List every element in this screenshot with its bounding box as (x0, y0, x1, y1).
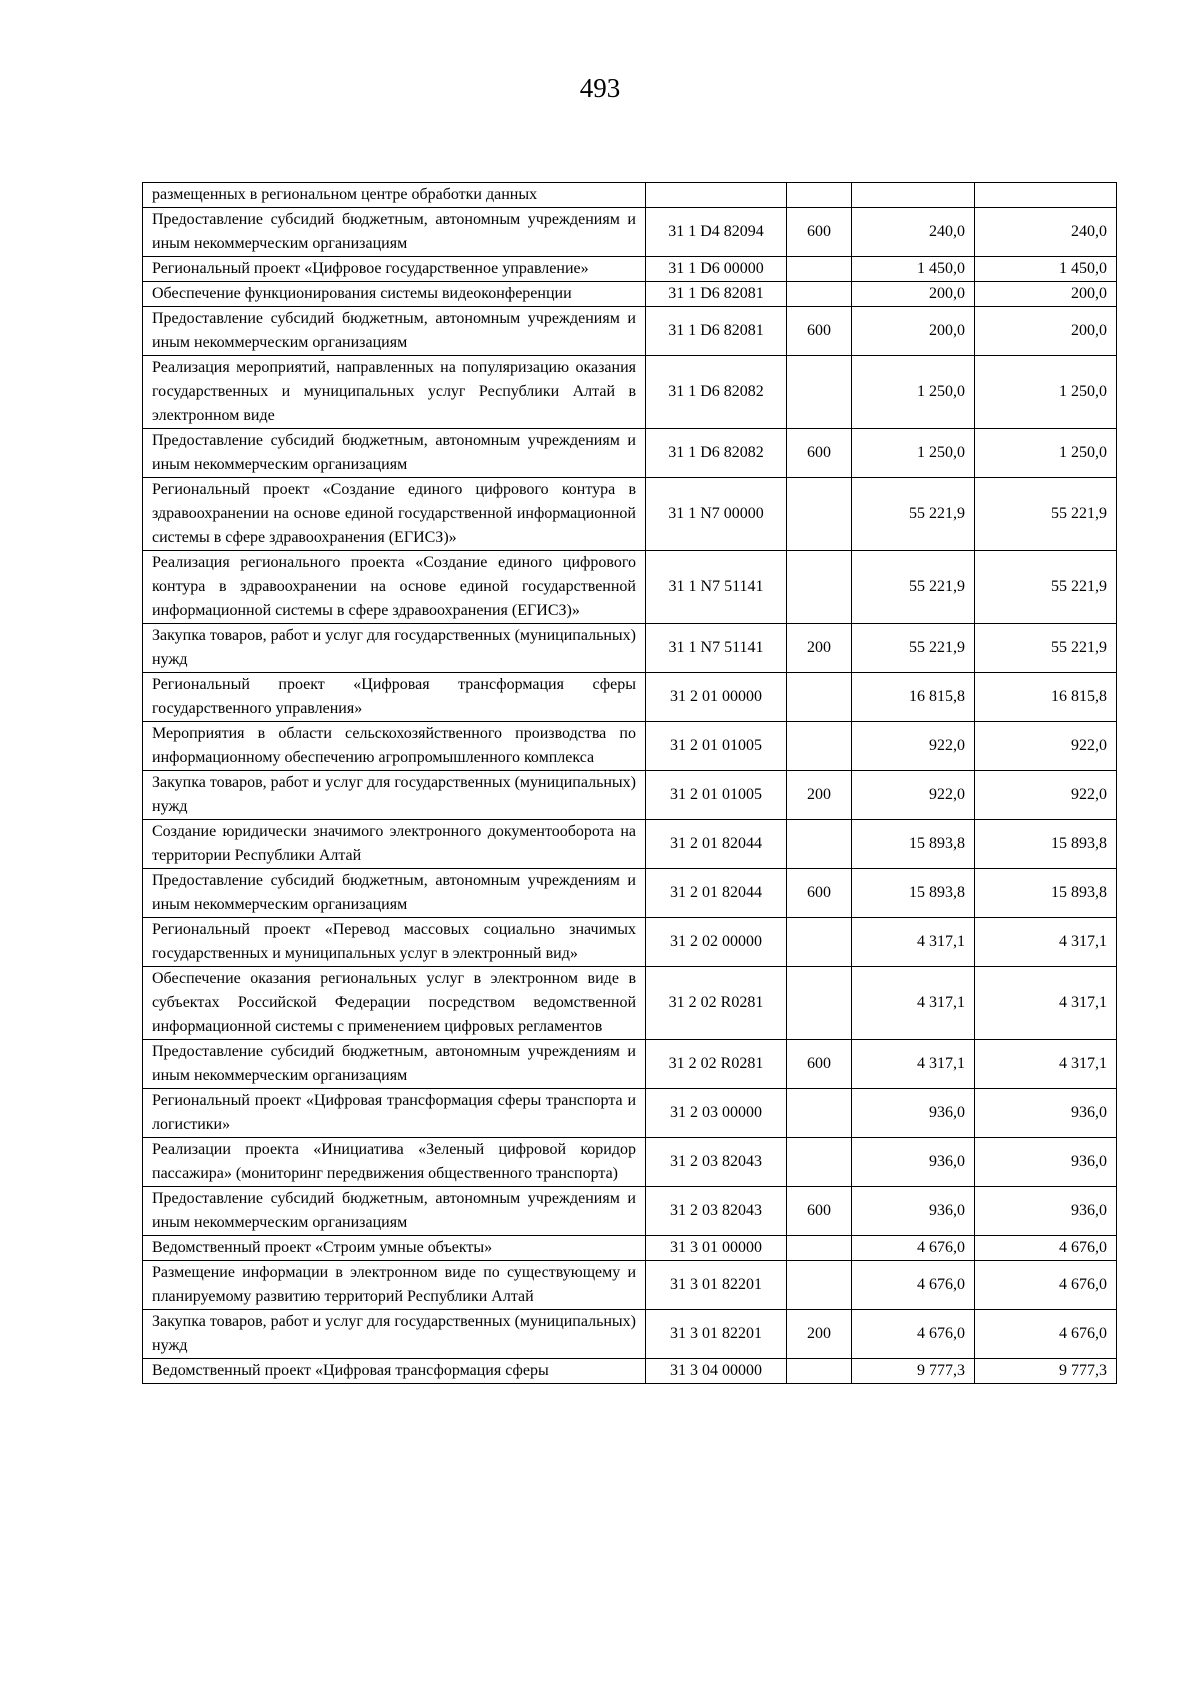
row-amount-year2-cell: 936,0 (975, 1138, 1117, 1187)
row-code-cell: 31 1 N7 51141 (646, 551, 787, 624)
row-amount-year2-cell: 9 777,3 (975, 1359, 1117, 1384)
row-code-cell: 31 2 01 01005 (646, 771, 787, 820)
row-code-cell: 31 2 03 00000 (646, 1089, 787, 1138)
row-name-cell: размещенных в региональном центре обработки данных (143, 183, 646, 208)
row-amount-year1-cell: 200,0 (852, 282, 975, 307)
row-code-cell: 31 1 N7 51141 (646, 624, 787, 673)
row-code-cell: 31 2 03 82043 (646, 1187, 787, 1236)
row-amount-year2-cell: 240,0 (975, 208, 1117, 257)
table-row (143, 183, 1117, 208)
row-amount-year2-cell: 4 317,1 (975, 918, 1117, 967)
row-code-cell: 31 1 D6 82082 (646, 356, 787, 429)
row-amount-year2-cell: 922,0 (975, 771, 1117, 820)
row-amount-year2-cell: 936,0 (975, 1089, 1117, 1138)
row-amount-year1-cell: 55 221,9 (852, 551, 975, 624)
row-name-cell: Региональный проект «Создание единого цифрового контура в здравоохранении на основе единой государственной информационной системы в сфере здравоохранения (ЕГИСЗ)» (143, 478, 646, 551)
row-expense-type-cell (787, 918, 852, 967)
row-amount-year1-cell: 9 777,3 (852, 1359, 975, 1384)
table-row (143, 429, 1117, 478)
table-row (143, 820, 1117, 869)
row-name-cell: Предоставление субсидий бюджетным, автономным учреждениям и иным некоммерческим организациям (143, 208, 646, 257)
row-amount-year1-cell: 55 221,9 (852, 624, 975, 673)
row-name-cell: Закупка товаров, работ и услуг для государственных (муниципальных) нужд (143, 771, 646, 820)
row-code-cell: 31 1 D4 82094 (646, 208, 787, 257)
row-name-cell: Размещение информации в электронном виде по существующему и планируемому развитию территорий Республики Алтай (143, 1261, 646, 1310)
row-expense-type-cell (787, 183, 852, 208)
table-row (143, 967, 1117, 1040)
row-expense-type-cell (787, 1359, 852, 1384)
row-amount-year2-cell: 4 676,0 (975, 1236, 1117, 1261)
row-name-cell: Мероприятия в области сельскохозяйственного производства по информационному обеспечению агропромышленного комплекса (143, 722, 646, 771)
row-amount-year2-cell: 15 893,8 (975, 820, 1117, 869)
row-expense-type-cell: 200 (787, 624, 852, 673)
row-code-cell: 31 1 D6 00000 (646, 257, 787, 282)
table-row (143, 1187, 1117, 1236)
row-amount-year2-cell (975, 183, 1117, 208)
row-amount-year2-cell: 922,0 (975, 722, 1117, 771)
row-expense-type-cell: 600 (787, 1040, 852, 1089)
row-amount-year2-cell: 55 221,9 (975, 624, 1117, 673)
row-code-cell: 31 3 04 00000 (646, 1359, 787, 1384)
row-code-cell: 31 2 02 R0281 (646, 967, 787, 1040)
row-code-cell: 31 2 01 01005 (646, 722, 787, 771)
row-name-cell: Создание юридически значимого электронного документооборота на территории Республики Алтай (143, 820, 646, 869)
table-row (143, 356, 1117, 429)
row-name-cell: Региональный проект «Перевод массовых социально значимых государственных и муниципальных услуг в электронный вид» (143, 918, 646, 967)
row-amount-year1-cell: 4 676,0 (852, 1310, 975, 1359)
row-code-cell: 31 3 01 82201 (646, 1310, 787, 1359)
row-name-cell: Обеспечение функционирования системы видеоконференции (143, 282, 646, 307)
row-name-cell: Региональный проект «Цифровая трансформация сферы транспорта и логистики» (143, 1089, 646, 1138)
row-amount-year2-cell: 1 250,0 (975, 356, 1117, 429)
row-expense-type-cell (787, 967, 852, 1040)
table-row (143, 624, 1117, 673)
row-name-cell: Предоставление субсидий бюджетным, автономным учреждениям и иным некоммерческим организациям (143, 429, 646, 478)
row-expense-type-cell: 600 (787, 208, 852, 257)
row-expense-type-cell: 600 (787, 869, 852, 918)
row-amount-year1-cell: 1 250,0 (852, 429, 975, 478)
row-expense-type-cell (787, 257, 852, 282)
row-name-cell: Закупка товаров, работ и услуг для государственных (муниципальных) нужд (143, 624, 646, 673)
row-expense-type-cell (787, 1089, 852, 1138)
row-amount-year1-cell: 936,0 (852, 1138, 975, 1187)
table-row (143, 771, 1117, 820)
row-amount-year1-cell: 4 317,1 (852, 918, 975, 967)
row-amount-year2-cell: 4 676,0 (975, 1310, 1117, 1359)
row-amount-year1-cell: 240,0 (852, 208, 975, 257)
row-amount-year1-cell: 4 317,1 (852, 1040, 975, 1089)
row-name-cell: Предоставление субсидий бюджетным, автономным учреждениям и иным некоммерческим организациям (143, 1040, 646, 1089)
row-amount-year1-cell: 4 676,0 (852, 1261, 975, 1310)
table-row (143, 673, 1117, 722)
row-amount-year2-cell: 200,0 (975, 307, 1117, 356)
row-code-cell: 31 2 01 82044 (646, 820, 787, 869)
row-name-cell: Предоставление субсидий бюджетным, автономным учреждениям и иным некоммерческим организациям (143, 869, 646, 918)
row-amount-year2-cell: 4 317,1 (975, 967, 1117, 1040)
row-amount-year1-cell: 922,0 (852, 722, 975, 771)
table-row (143, 208, 1117, 257)
row-expense-type-cell (787, 820, 852, 869)
row-name-cell: Предоставление субсидий бюджетным, автономным учреждениям и иным некоммерческим организациям (143, 307, 646, 356)
row-name-cell: Предоставление субсидий бюджетным, автономным учреждениям и иным некоммерческим организациям (143, 1187, 646, 1236)
row-amount-year1-cell: 936,0 (852, 1187, 975, 1236)
row-amount-year2-cell: 4 317,1 (975, 1040, 1117, 1089)
table-row (143, 257, 1117, 282)
row-amount-year2-cell: 200,0 (975, 282, 1117, 307)
row-amount-year2-cell: 15 893,8 (975, 869, 1117, 918)
row-expense-type-cell (787, 478, 852, 551)
row-amount-year2-cell: 1 250,0 (975, 429, 1117, 478)
row-name-cell: Закупка товаров, работ и услуг для государственных (муниципальных) нужд (143, 1310, 646, 1359)
row-name-cell: Обеспечение оказания региональных услуг в электронном виде в субъектах Российской Федерации посредством ведомственной информационной системы с применением цифровых регламентов (143, 967, 646, 1040)
row-amount-year1-cell: 55 221,9 (852, 478, 975, 551)
table-row (143, 551, 1117, 624)
budget-table (142, 182, 1117, 1384)
row-expense-type-cell (787, 356, 852, 429)
row-amount-year2-cell: 1 450,0 (975, 257, 1117, 282)
budget-table-body (143, 183, 1117, 1384)
row-expense-type-cell (787, 551, 852, 624)
table-row (143, 722, 1117, 771)
row-expense-type-cell: 200 (787, 771, 852, 820)
row-code-cell: 31 2 01 82044 (646, 869, 787, 918)
row-expense-type-cell: 200 (787, 1310, 852, 1359)
row-expense-type-cell: 600 (787, 307, 852, 356)
row-name-cell: Реализации проекта «Инициатива «Зеленый цифровой коридор пассажира» (мониторинг передвижения общественного транспорта) (143, 1138, 646, 1187)
row-code-cell: 31 1 D6 82082 (646, 429, 787, 478)
row-amount-year1-cell: 922,0 (852, 771, 975, 820)
row-amount-year1-cell: 200,0 (852, 307, 975, 356)
row-expense-type-cell (787, 1236, 852, 1261)
row-code-cell: 31 2 02 R0281 (646, 1040, 787, 1089)
table-row (143, 1040, 1117, 1089)
row-code-cell: 31 1 D6 82081 (646, 307, 787, 356)
row-code-cell (646, 183, 787, 208)
row-name-cell: Региональный проект «Цифровая трансформация сферы государственного управления» (143, 673, 646, 722)
row-name-cell: Ведомственный проект «Цифровая трансформация сферы (143, 1359, 646, 1384)
table-row (143, 1236, 1117, 1261)
row-expense-type-cell: 600 (787, 429, 852, 478)
row-code-cell: 31 2 01 00000 (646, 673, 787, 722)
table-row (143, 282, 1117, 307)
row-amount-year2-cell: 936,0 (975, 1187, 1117, 1236)
table-row (143, 1261, 1117, 1310)
page-number: 493 (579, 73, 621, 103)
row-amount-year1-cell: 16 815,8 (852, 673, 975, 722)
row-expense-type-cell (787, 1261, 852, 1310)
row-name-cell: Региональный проект «Цифровое государственное управление» (143, 257, 646, 282)
row-code-cell: 31 2 02 00000 (646, 918, 787, 967)
row-code-cell: 31 3 01 82201 (646, 1261, 787, 1310)
row-amount-year1-cell: 1 250,0 (852, 356, 975, 429)
row-amount-year2-cell: 4 676,0 (975, 1261, 1117, 1310)
table-row (143, 1138, 1117, 1187)
table-row (143, 918, 1117, 967)
table-row (143, 307, 1117, 356)
table-row (143, 1310, 1117, 1359)
row-code-cell: 31 2 03 82043 (646, 1138, 787, 1187)
row-amount-year2-cell: 55 221,9 (975, 551, 1117, 624)
row-code-cell: 31 1 D6 82081 (646, 282, 787, 307)
table-row (143, 478, 1117, 551)
row-name-cell: Реализация мероприятий, направленных на популяризацию оказания государственных и муниципальных услуг Республики Алтай в электронном виде (143, 356, 646, 429)
row-amount-year2-cell: 16 815,8 (975, 673, 1117, 722)
row-amount-year1-cell: 936,0 (852, 1089, 975, 1138)
row-code-cell: 31 3 01 00000 (646, 1236, 787, 1261)
row-expense-type-cell (787, 1138, 852, 1187)
row-code-cell: 31 1 N7 00000 (646, 478, 787, 551)
row-expense-type-cell (787, 722, 852, 771)
row-amount-year1-cell: 15 893,8 (852, 869, 975, 918)
row-amount-year1-cell: 15 893,8 (852, 820, 975, 869)
table-row (143, 1359, 1117, 1384)
row-expense-type-cell (787, 673, 852, 722)
row-name-cell: Реализация регионального проекта «Создание единого цифрового контура в здравоохранении на основе единой государственной информационной системы в сфере здравоохранения (ЕГИСЗ)» (143, 551, 646, 624)
row-amount-year1-cell: 1 450,0 (852, 257, 975, 282)
row-name-cell: Ведомственный проект «Строим умные объекты» (143, 1236, 646, 1261)
row-amount-year2-cell: 55 221,9 (975, 478, 1117, 551)
row-amount-year1-cell: 4 317,1 (852, 967, 975, 1040)
row-amount-year1-cell (852, 183, 975, 208)
table-row (143, 1089, 1117, 1138)
row-amount-year1-cell: 4 676,0 (852, 1236, 975, 1261)
row-expense-type-cell: 600 (787, 1187, 852, 1236)
row-expense-type-cell (787, 282, 852, 307)
table-row (143, 869, 1117, 918)
